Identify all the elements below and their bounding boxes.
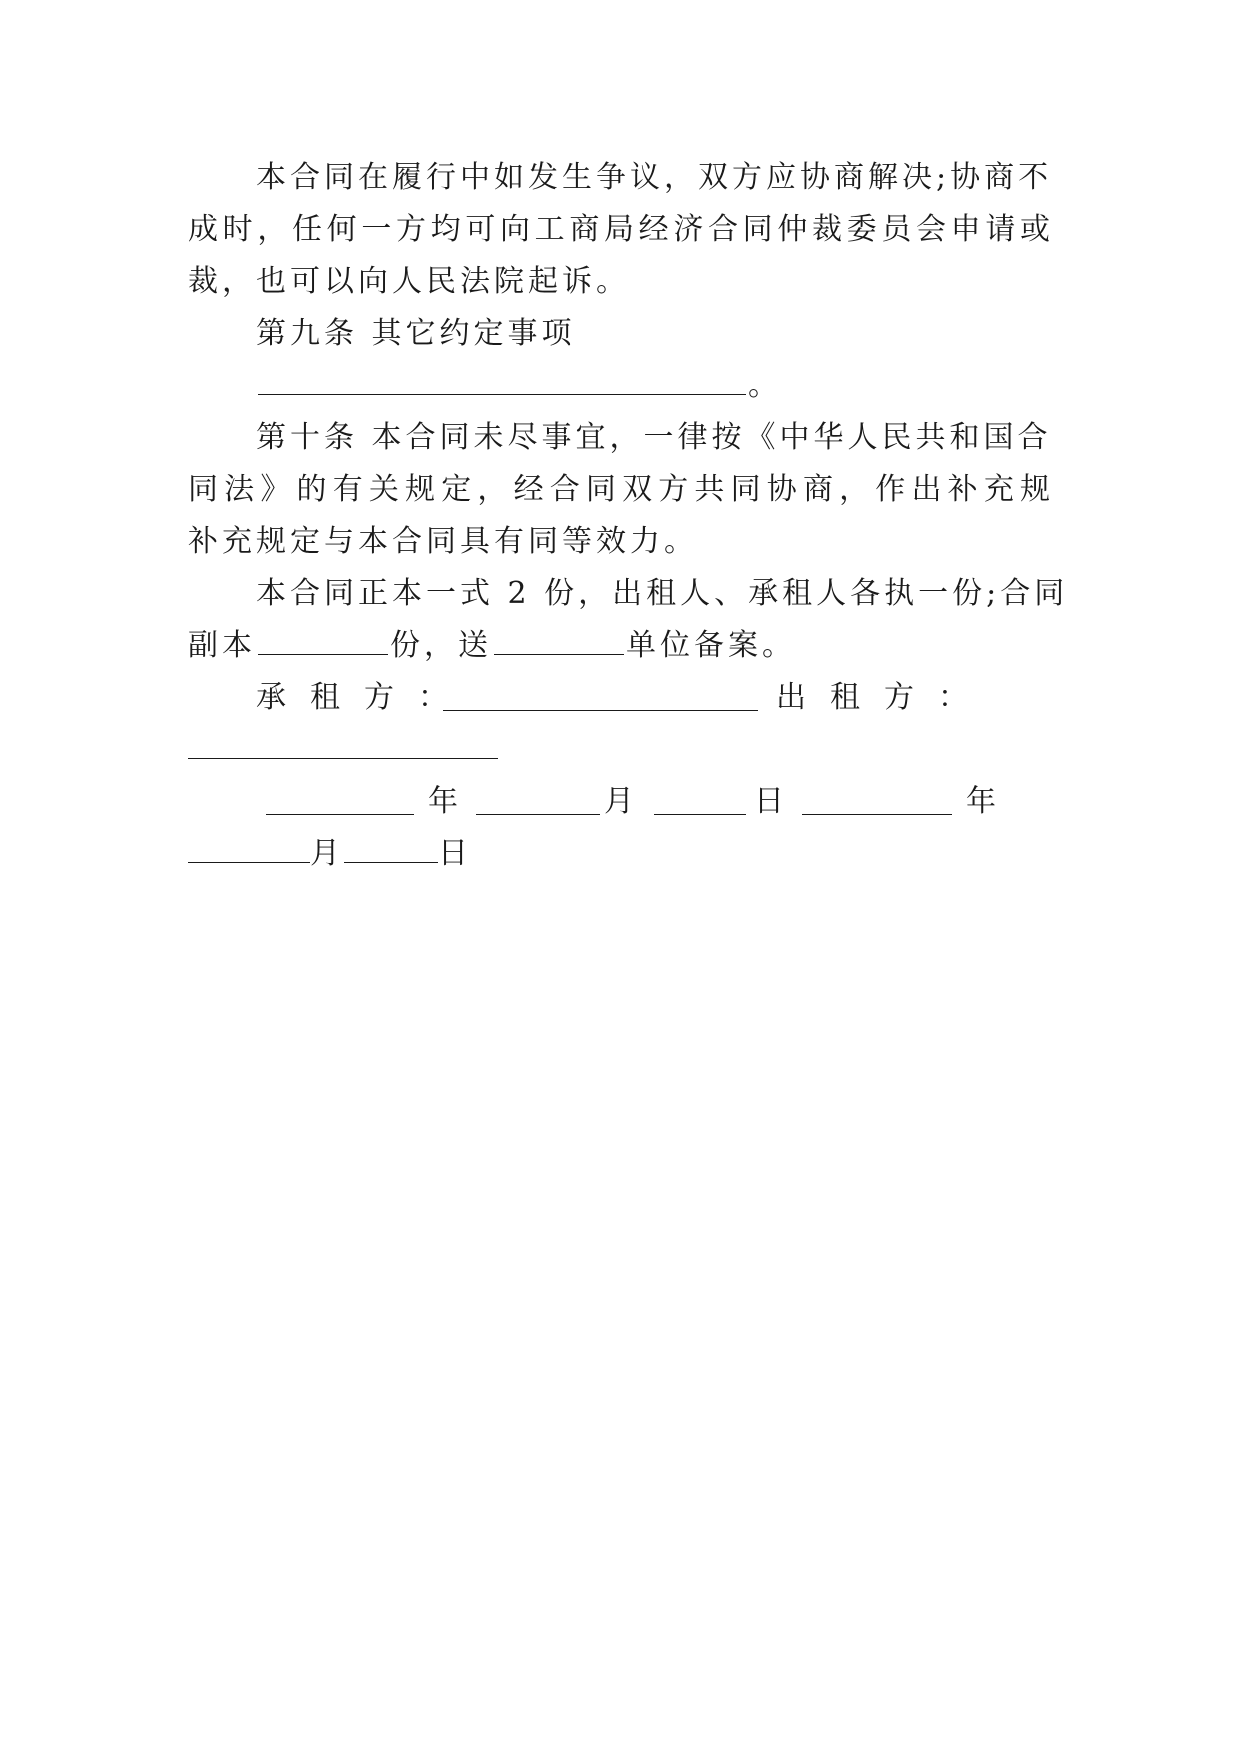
lessee-signature-blank [443, 680, 758, 711]
dispute-line-3: 裁，也可以向人民法院起诉。 [188, 264, 630, 299]
article-10-line-3: 补充规定与本合同具有同等效力。 [188, 524, 698, 559]
date-row-2 [188, 832, 472, 876]
lessee-year-label: 年 [428, 784, 462, 819]
article-10-line-1: 第十条 本合同未尽事宜，一律按《中华人民共和国合 [256, 420, 1052, 455]
copies-line-2 [188, 624, 796, 668]
lessee-label: 承租方： [256, 680, 472, 715]
lessor-year-blank [802, 784, 952, 815]
lessee-day-label: 日 [754, 784, 788, 819]
copies-suffix: 单位备案。 [626, 628, 796, 663]
copies-count-blank [258, 624, 388, 655]
lessor-label: 出租方： [776, 680, 992, 715]
copies-middle: 份，送 [390, 628, 492, 663]
lessor-month-blank [188, 832, 310, 863]
lessee-month-blank [476, 784, 600, 815]
lessee-year-blank [266, 784, 414, 815]
date-row [188, 780, 1054, 824]
copies-line-1: 本合同正本一式 2 份，出租人、承租人各执一份;合同 [256, 576, 1069, 611]
signature-row [256, 676, 1054, 720]
dispute-line-2: 成时，任何一方均可向工商局经济合同仲裁委员会申请或 [188, 212, 1054, 247]
dispute-line-1: 本合同在履行中如发生争议，双方应协商解决;协商不 [256, 160, 1053, 195]
copies-prefix: 副本 [188, 628, 256, 663]
article-9-blank-line [256, 364, 782, 408]
article-9-heading: 第九条 其它约定事项 [256, 316, 576, 351]
article-10-line-2: 同法》的有关规定，经合同双方共同协商，作出补充规 [188, 472, 1054, 507]
article-9-end-mark: 。 [748, 368, 782, 403]
article-9-blank [258, 364, 746, 395]
lessor-day-blank [344, 832, 438, 863]
lessor-year-label: 年 [966, 784, 1000, 819]
lessor-signature-line [188, 728, 498, 772]
filing-unit-blank [494, 624, 624, 655]
lessee-day-blank [654, 784, 746, 815]
lessor-signature-blank [188, 728, 498, 759]
lessee-month-label: 月 [604, 784, 638, 819]
lessor-month-label: 月 [310, 836, 344, 871]
lessor-day-label: 日 [438, 836, 472, 871]
